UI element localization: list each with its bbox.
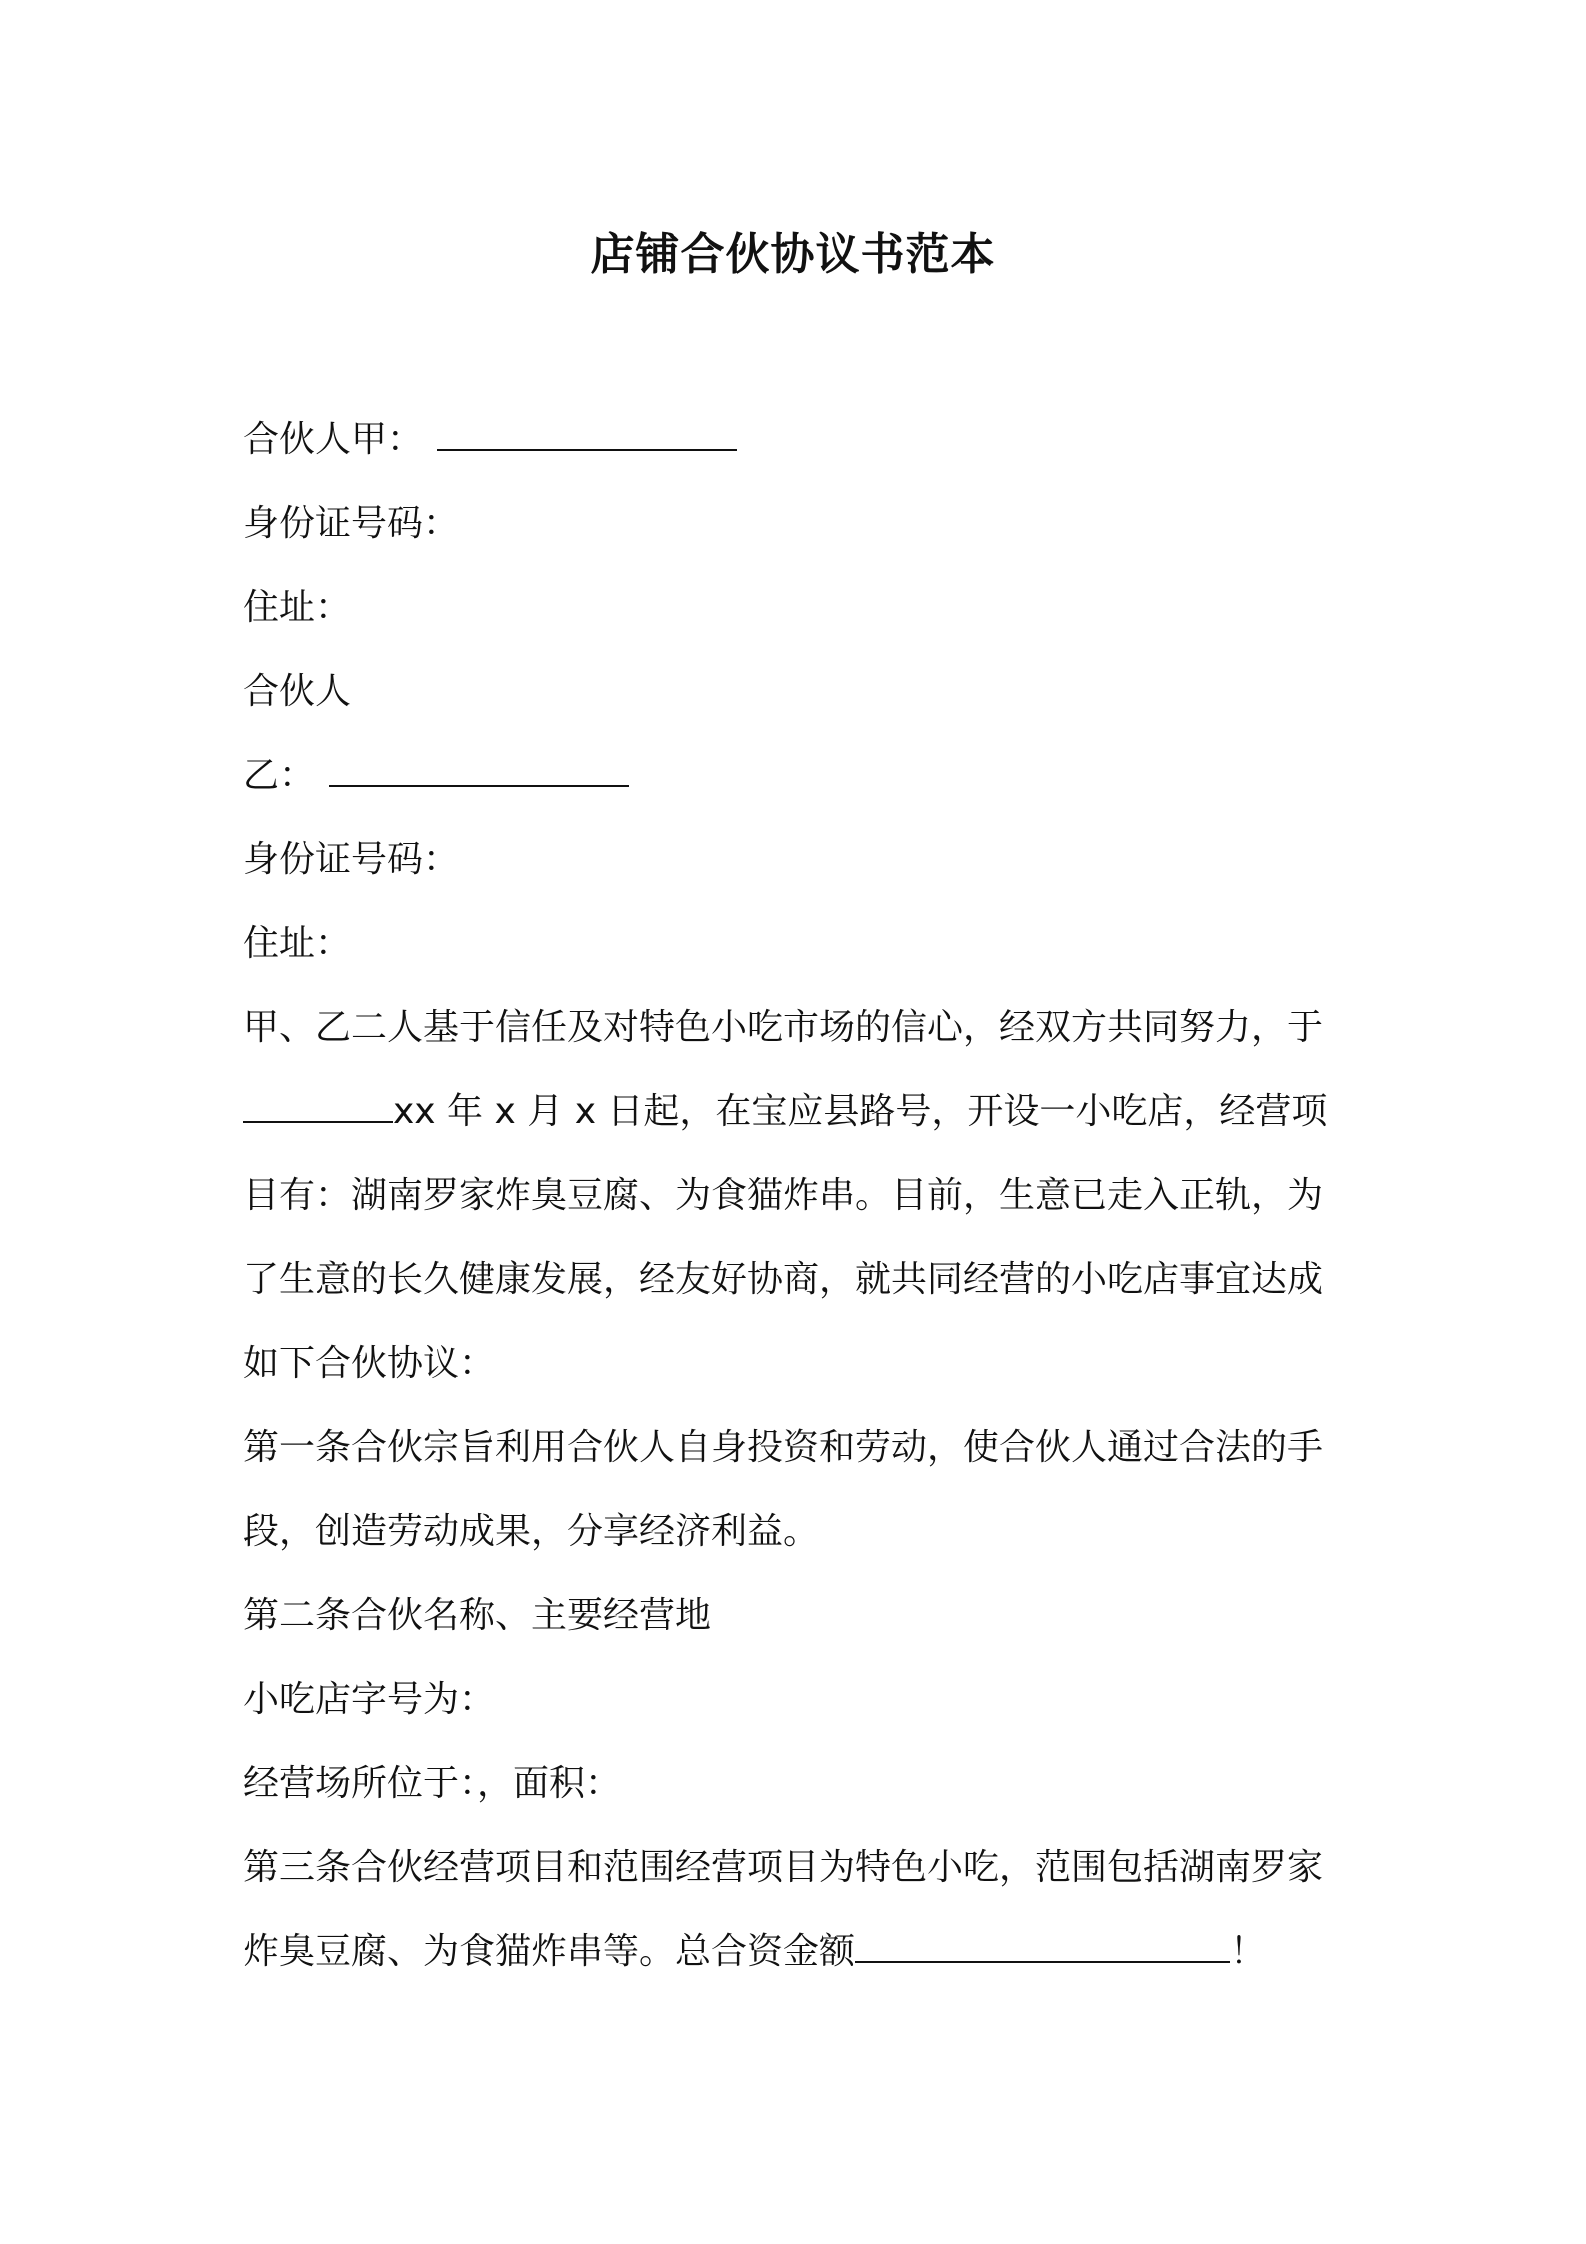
- article-3-line-1: 第三条合伙经营项目和范围经营项目为特色小吃，范围包括湖南罗家: [243, 1847, 1324, 1888]
- date-blank: [243, 1091, 393, 1123]
- total-capital-end: ！: [1230, 1931, 1267, 1972]
- article-1-line-1: 第一条合伙宗旨利用合伙人自身投资和劳动，使合伙人通过合法的手: [243, 1427, 1324, 1468]
- partner-b-address-line: 住址：: [243, 923, 352, 964]
- partner-b-line: [243, 734, 1355, 818]
- partner-a-id-line: 身份证号码：: [243, 503, 460, 544]
- partner-b-id-line: 身份证号码：: [243, 839, 460, 880]
- partner-a-label: 合伙人甲：: [243, 419, 424, 460]
- article-1-line-2: 段，创造劳动成果，分享经济利益。: [243, 1511, 820, 1552]
- shop-name-line: 小吃店字号为：: [243, 1679, 496, 1720]
- preamble-line-1: 甲、乙二人基于信任及对特色小吃市场的信心，经双方共同努力，于: [243, 1007, 1324, 1048]
- partner-a-address-line: 住址：: [243, 587, 352, 628]
- preamble-line-5: 如下合伙协议：: [243, 1343, 496, 1384]
- shop-location-line: 经营场所位于：，面积：: [243, 1763, 622, 1804]
- partner-b-label: 乙：: [243, 755, 316, 796]
- article-3-line-2: [243, 1910, 1355, 1994]
- document-title: 店铺合伙协议书范本: [590, 229, 996, 280]
- preamble-line-4: 了生意的长久健康发展，经友好协商，就共同经营的小吃店事宜达成: [243, 1259, 1324, 1300]
- preamble-line-2: [243, 1070, 1355, 1154]
- partner-a-line: [243, 398, 1355, 482]
- partner-b-heading-line: 合伙人: [243, 671, 352, 712]
- article-2-heading: 第二条合伙名称、主要经营地: [243, 1595, 712, 1636]
- total-capital-blank: [855, 1931, 1230, 1963]
- document-body: [243, 398, 1355, 1994]
- partner-b-blank: [329, 755, 629, 787]
- partner-a-blank: [437, 419, 737, 451]
- total-capital-text: 炸臭豆腐、为食猫炸串等。总合资金额: [243, 1931, 856, 1972]
- preamble-line-3: 目有：湖南罗家炸臭豆腐、为食猫炸串。目前，生意已走入正轨，为: [243, 1175, 1324, 1216]
- preamble-date-text: xx 年 x 月 x 日起，在宝应县路号，开设一小吃店，经营项: [393, 1091, 1328, 1132]
